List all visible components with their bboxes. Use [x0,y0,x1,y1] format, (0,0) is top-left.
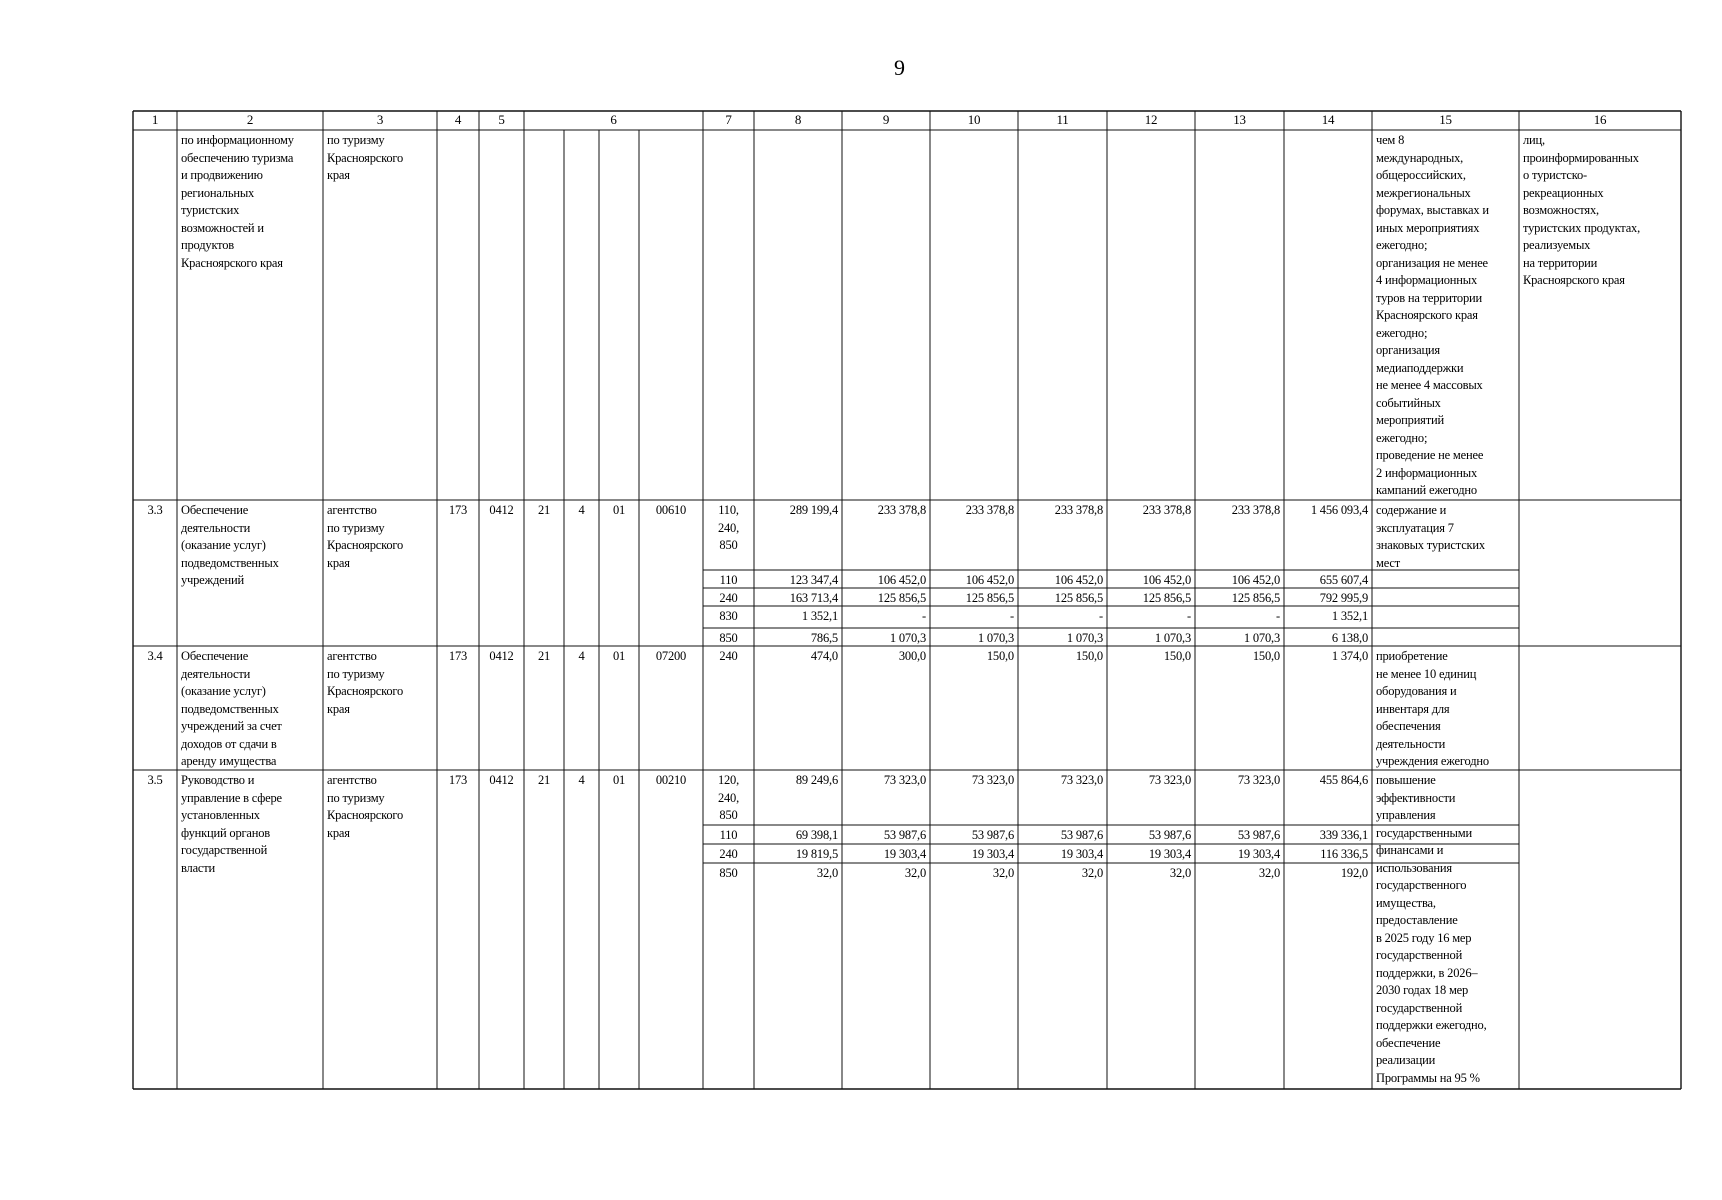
header-cell-9: 9 [882,112,890,127]
amount-cell: 1 070,3 [889,631,926,645]
header-cell-6: 6 [610,112,617,127]
amount-cell: - [1276,609,1280,623]
header-cell-1: 1 [151,112,159,127]
code-c5: 0412 [489,649,514,663]
amount-cell: 73 323,0 [1148,773,1191,787]
amount-cell: 655 607,4 [1319,573,1368,587]
amount-cell: 53 987,6 [971,828,1014,842]
header-cell-2: 2 [246,112,254,127]
page-number: 9 [894,55,905,80]
amount-cell: 125 856,5 [965,591,1014,605]
amount-cell: 106 452,0 [1142,573,1191,587]
amount-cell: 32,0 [1169,866,1191,880]
header-cell-4: 4 [454,112,462,127]
event-name: Обеспечение деятельности (оказание услуг) подведомственных учреждений за счет доходов от сдачи в аренду имущества [181,649,282,768]
amount-cell: 106 452,0 [1054,573,1103,587]
row-number: 3.5 [147,773,163,787]
header-cell-8: 8 [794,112,802,127]
amount-cell: 19 303,4 [971,847,1014,861]
code-c6c: 01 [612,773,626,787]
amount-cell: 163 713,4 [789,591,838,605]
expense-type: 110 [719,828,738,842]
code-c5: 0412 [489,773,514,787]
amount-cell: 125 856,5 [1054,591,1103,605]
executor: агентство по туризму Красноярского края [327,773,404,840]
amount-cell: 233 378,8 [1054,503,1103,517]
header-cell-10: 10 [967,112,981,127]
amount-cell: 289 199,4 [789,503,838,517]
expected-result: приобретение не менее 10 единиц оборудования и инвентаря для обеспечения деятельности учреждения ежегодно [1376,649,1489,768]
amount-cell: 19 819,5 [795,847,838,861]
expected-result: чем 8 международных, общероссийских, межрегиональных форумах, выставках и иных мероприятиях ежегодно; организация не менее 4 информационных туров на территории Красноярского края ежегодно; организация медиаподдержки не менее 4 массовых событийных мероприятий ежегодно; проведение не менее 2 информационных кампаний ежегодно [1376,133,1489,497]
event-name: Обеспечение деятельности (оказание услуг) подведомственных учреждений [181,503,279,587]
expense-type: 110 [719,573,738,587]
amount-cell: 233 378,8 [1231,503,1280,517]
amount-cell: 73 323,0 [883,773,926,787]
expense-type: 120, 240, 850 [717,773,740,822]
code-c6b: 4 [578,773,585,787]
header-cell-12: 12 [1144,112,1158,127]
amount-cell: 19 303,4 [1237,847,1280,861]
amount-cell: 6 138,0 [1331,631,1368,645]
code-c6c: 01 [612,649,626,663]
code-c6b: 4 [578,503,585,517]
header-cell-13: 13 [1233,112,1246,127]
amount-cell: - [922,609,926,623]
amount-cell: 125 856,5 [1142,591,1191,605]
amount-cell: 150,0 [1252,649,1280,663]
expense-type: 240 [719,847,738,861]
amount-cell: 53 987,6 [883,828,926,842]
amount-cell: - [1099,609,1103,623]
amount-cell: 1 070,3 [1243,631,1280,645]
amount-cell: 106 452,0 [965,573,1014,587]
code-c6c: 01 [612,503,626,517]
expected-result: содержание и эксплуатация 7 знаковых туристских мест [1376,503,1485,570]
amount-cell: 1 352,1 [801,609,838,623]
amount-cell: 53 987,6 [1237,828,1280,842]
header-cell-11: 11 [1056,112,1069,127]
amount-cell: 150,0 [986,649,1014,663]
amount-cell: 106 452,0 [877,573,926,587]
amount-cell: 339 336,1 [1319,828,1368,842]
amount-cell: 53 987,6 [1148,828,1191,842]
expense-type: 240 [719,591,738,605]
header-cell-14: 14 [1321,112,1335,127]
amount-cell: 786,5 [810,631,838,645]
header-cell-5: 5 [498,112,505,127]
expected-result: повышение эффективности управления государственными финансами и использования государственного имущества, предоставление в 2025 году 16 мер государственной поддержки, в 2026– 2030 годах 18 мер государственной поддержки ежегодно, обеспечение реализации Программы на 95 % [1376,773,1487,1085]
amount-cell: 1 070,3 [1154,631,1191,645]
code-c6a: 21 [537,503,551,517]
event-name: Руководство и управление в сфере установленных функций органов государственной власти [181,773,282,875]
code-c4: 173 [448,773,468,787]
header-cell-3: 3 [376,112,384,127]
expense-type: 850 [719,866,738,880]
code-c5: 0412 [489,503,514,517]
amount-cell: 116 336,5 [1320,847,1368,861]
amount-cell: 32,0 [992,866,1014,880]
code-c6d: 00610 [655,503,687,517]
expense-type: 240 [719,649,738,663]
amount-cell: - [1187,609,1191,623]
amount-cell: 1 070,3 [1066,631,1103,645]
code-c6a: 21 [537,649,551,663]
amount-cell: 1 352,1 [1331,609,1368,623]
amount-cell: 89 249,6 [795,773,838,787]
amount-cell: 19 303,4 [1148,847,1191,861]
code-c4: 173 [448,649,468,663]
executor: агентство по туризму Красноярского края [327,649,404,716]
amount-cell: 300,0 [898,649,926,663]
amount-cell: 192,0 [1340,866,1368,880]
indicator: лиц, проинформированных о туристско- рекреационных возможностях, туристских продуктах, реализуемых на территории Красноярского края [1523,133,1641,287]
amount-cell: 150,0 [1075,649,1103,663]
amount-cell: 32,0 [904,866,926,880]
event-name: по информационному обеспечению туризма и продвижению региональных туристских возможностей и продуктов Красноярского края [181,133,294,270]
amount-cell: 69 398,1 [795,828,838,842]
expense-type: 850 [719,631,738,645]
amount-cell: 32,0 [816,866,838,880]
amount-cell: 233 378,8 [877,503,926,517]
header-cell-15: 15 [1439,112,1452,127]
code-c6a: 21 [537,773,551,787]
amount-cell: 150,0 [1163,649,1191,663]
amount-cell: 233 378,8 [965,503,1014,517]
amount-cell: 474,0 [810,649,838,663]
amount-cell: 1 456 093,4 [1310,503,1368,517]
amount-cell: 455 864,6 [1319,773,1368,787]
amount-cell: 73 323,0 [971,773,1014,787]
expense-type: 830 [719,609,738,623]
amount-cell: 123 347,4 [789,573,838,587]
code-c4: 173 [448,503,468,517]
amount-cell: 32,0 [1081,866,1103,880]
amount-cell: 792 995,9 [1319,591,1368,605]
amount-cell: 73 323,0 [1237,773,1280,787]
amount-cell: 19 303,4 [1060,847,1103,861]
header-cell-16: 16 [1593,112,1607,127]
code-c6b: 4 [578,649,585,663]
expense-type: 110, 240, 850 [717,503,740,552]
amount-cell: 233 378,8 [1142,503,1191,517]
code-c6d: 07200 [655,649,687,663]
header-cell-7: 7 [725,112,732,127]
code-c6d: 00210 [655,773,687,787]
amount-cell: 1 374,0 [1331,649,1368,663]
amount-cell: 1 070,3 [977,631,1014,645]
amount-cell: 32,0 [1258,866,1280,880]
amount-cell: 53 987,6 [1060,828,1103,842]
amount-cell: 19 303,4 [883,847,926,861]
amount-cell: 73 323,0 [1060,773,1103,787]
row-number: 3.3 [147,503,163,517]
amount-cell: 125 856,5 [1231,591,1280,605]
amount-cell: 125 856,5 [877,591,926,605]
executor: по туризму Красноярского края [327,133,404,182]
row-number: 3.4 [147,649,163,663]
executor: агентство по туризму Красноярского края [327,503,404,570]
amount-cell: - [1010,609,1014,623]
amount-cell: 106 452,0 [1231,573,1280,587]
